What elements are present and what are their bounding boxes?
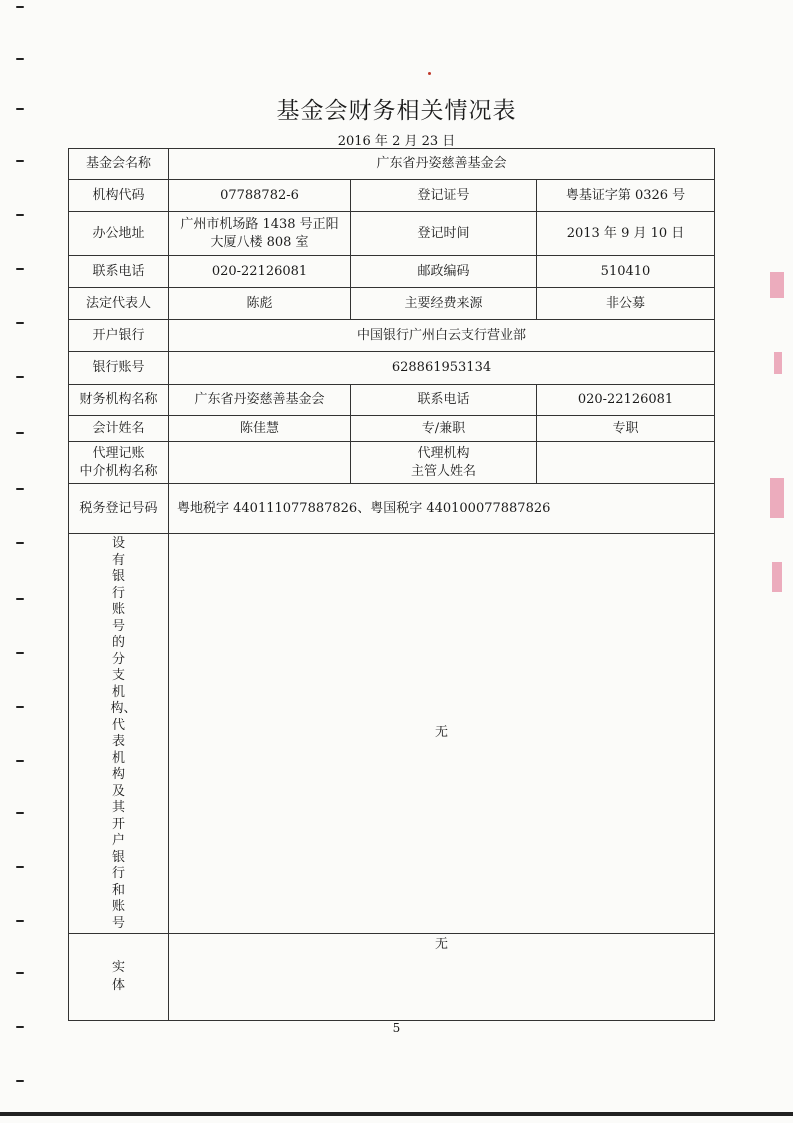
field-value: 无	[169, 933, 715, 1020]
field-label	[69, 534, 169, 934]
field-label: 登记证号	[351, 180, 537, 212]
field-value	[169, 442, 351, 484]
field-value: 专职	[537, 416, 715, 442]
binding-hole-mark	[16, 920, 24, 922]
field-label: 主要经费来源	[351, 288, 537, 320]
table-row	[69, 288, 715, 320]
field-label: 登记时间	[351, 212, 537, 256]
label-line-2: 中介机构名称	[79, 463, 158, 479]
table-row	[69, 256, 715, 288]
page-number: 5	[392, 1021, 401, 1035]
field-label: 联系电话	[69, 256, 169, 288]
label-line-2: 体	[111, 977, 125, 993]
field-value: 628861953134	[169, 352, 715, 385]
field-label: 机构代码	[69, 180, 169, 212]
binding-hole-mark	[16, 322, 24, 324]
field-value: 粤基证字第 0326 号	[537, 180, 715, 212]
binding-hole-mark	[16, 706, 24, 708]
binding-hole-mark	[16, 488, 24, 490]
field-value: 2013 年 9 月 10 日	[537, 212, 715, 256]
page-title: 基金会财务相关情况表	[276, 98, 517, 124]
field-label: 财务机构名称	[69, 385, 169, 416]
field-label: 联系电话	[351, 385, 537, 416]
table-row	[69, 212, 715, 256]
field-value: 广东省丹姿慈善基金会	[169, 385, 351, 416]
binding-hole-mark	[16, 866, 24, 868]
binding-hole-mark	[16, 1080, 24, 1082]
field-value: 07788782-6	[169, 180, 351, 212]
binding-hole-mark	[16, 598, 24, 600]
binding-hole-mark	[16, 58, 24, 60]
report-date: 2016 年 2 月 23 日	[337, 134, 456, 149]
field-value: 陈彪	[169, 288, 351, 320]
binding-hole-mark	[16, 214, 24, 216]
label-line-2: 主管人姓名	[410, 463, 476, 479]
binding-hole-mark	[16, 6, 24, 8]
field-value: 020-22126081	[537, 385, 715, 416]
binding-hole-mark	[16, 108, 24, 110]
binding-hole-mark	[16, 760, 24, 762]
financial-info-table	[68, 148, 715, 1021]
binding-hole-mark	[16, 432, 24, 434]
field-value: 020-22126081	[169, 256, 351, 288]
field-label	[69, 442, 169, 484]
binding-hole-mark	[16, 812, 24, 814]
field-value: 粤地税字 440111077887826、粤国税字 440100077887826	[169, 484, 715, 534]
address-line-1: 广州市机场路 1438 号正阳	[180, 216, 339, 232]
field-value: 中国银行广州白云支行营业部	[169, 320, 715, 352]
scan-edge	[0, 1112, 793, 1116]
label-line-1: 代理机构	[417, 445, 470, 461]
field-value	[537, 442, 715, 484]
bleed-through-mark	[770, 478, 784, 518]
binding-hole-mark	[16, 160, 24, 162]
field-value: 无	[169, 534, 715, 934]
table-row	[69, 352, 715, 385]
field-value: 非公募	[537, 288, 715, 320]
label-line-1: 代理记账	[92, 445, 145, 461]
binding-hole-mark	[16, 972, 24, 974]
bleed-through-mark	[772, 562, 782, 592]
table-row	[69, 534, 715, 934]
table-row	[69, 320, 715, 352]
field-label: 会计姓名	[69, 416, 169, 442]
binding-hole-mark	[16, 268, 24, 270]
field-label: 专/兼职	[351, 416, 537, 442]
field-label: 税务登记号码	[69, 484, 169, 534]
field-label: 开户银行	[69, 320, 169, 352]
field-label: 法定代表人	[69, 288, 169, 320]
field-label: 银行账号	[69, 352, 169, 385]
binding-hole-mark	[16, 376, 24, 378]
table-row	[69, 149, 715, 180]
field-label: 邮政编码	[351, 256, 537, 288]
binding-hole-mark	[16, 542, 24, 544]
table-row	[69, 385, 715, 416]
bleed-through-mark	[770, 272, 784, 298]
table-row	[69, 484, 715, 534]
binding-hole-mark	[16, 1026, 24, 1028]
table-row	[69, 933, 715, 1020]
field-value: 510410	[537, 256, 715, 288]
field-value: 陈佳慧	[169, 416, 351, 442]
table-row	[69, 180, 715, 212]
red-ink-mark	[428, 72, 431, 75]
field-value	[169, 212, 351, 256]
field-label: 办公地址	[69, 212, 169, 256]
field-value: 广东省丹姿慈善基金会	[169, 149, 715, 180]
field-label: 基金会名称	[69, 149, 169, 180]
vertical-label: 设有银行账号的分支机构、代表机构及其开户银行和账号	[110, 536, 137, 931]
binding-hole-mark	[16, 652, 24, 654]
label-line-1: 实	[111, 959, 125, 975]
table-row	[69, 442, 715, 484]
field-label	[69, 933, 169, 1020]
address-line-2: 大厦八楼 808 室	[210, 234, 309, 250]
bleed-through-mark	[774, 352, 782, 374]
table-row	[69, 416, 715, 442]
field-label	[351, 442, 537, 484]
